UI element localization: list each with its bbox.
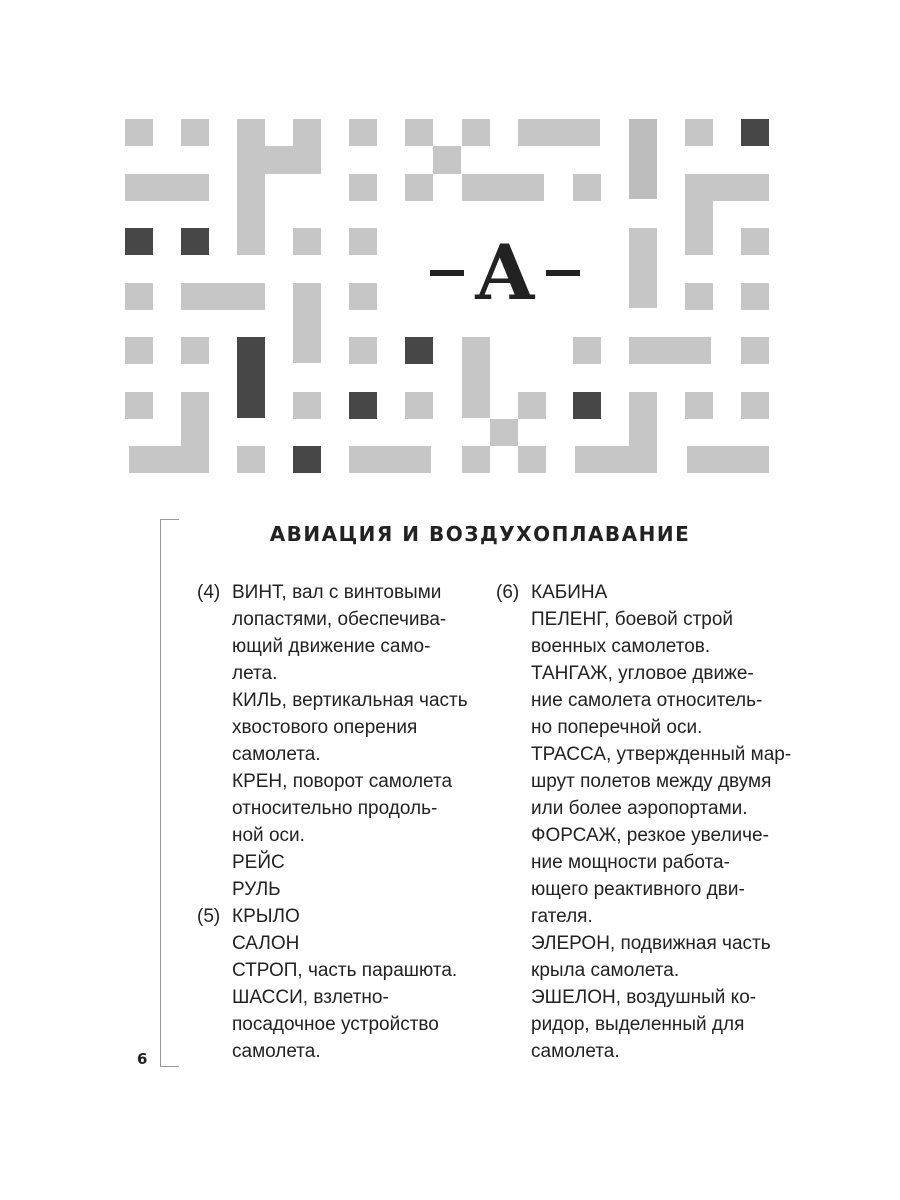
word-entry <box>531 822 791 930</box>
word-entry-line: САЛОН <box>232 933 300 954</box>
word-entry-line: ВИНТ, вал с винтовыми <box>232 582 442 603</box>
word-entry <box>232 903 487 930</box>
word-entry-line: ющий движение само- <box>232 636 431 657</box>
word-entry <box>232 984 487 1065</box>
section-letter: А <box>474 228 536 317</box>
word-entry-line: КРЕН, поворот самолета <box>232 771 453 792</box>
page-number: 6 <box>137 1050 148 1068</box>
word-entry-line: самолета. <box>232 744 321 765</box>
letter-count-group <box>496 579 792 1065</box>
word-entry <box>232 768 487 849</box>
word-entry-line: ной оси. <box>232 825 305 846</box>
word-entry-line: крыла самолета. <box>531 960 680 981</box>
word-list-left-column <box>197 579 487 1065</box>
word-entry <box>531 606 791 660</box>
word-entry-line: СТРОП, часть парашюта. <box>232 960 458 981</box>
word-entry-line: ТРАССА, утвержденный мар- <box>531 744 792 765</box>
word-entry-line: гателя. <box>531 906 593 927</box>
word-entry <box>531 660 791 741</box>
dash-right <box>546 270 580 276</box>
word-entry <box>531 579 791 606</box>
word-entry-line: КРЫЛО <box>232 906 300 927</box>
section-letter-heading <box>420 228 590 318</box>
word-entry-line: но поперечной оси. <box>531 717 703 738</box>
word-entry-line: ЭЛЕРОН, подвижная часть <box>531 933 771 954</box>
word-entry-line: ридор, выделенный для <box>531 1014 745 1035</box>
word-entry-line: ПЕЛЕНГ, боевой строй <box>531 609 734 630</box>
word-entry-line: ющего реактивного дви- <box>531 879 745 900</box>
word-entry-line: самолета. <box>531 1041 620 1062</box>
word-entry-line: или более аэропортами. <box>531 798 748 819</box>
word-entry <box>531 930 791 984</box>
word-entry <box>232 957 487 984</box>
word-entry-line: КИЛЬ, вертикальная часть <box>232 690 468 711</box>
word-entry <box>232 579 487 687</box>
word-entry-line: РЕЙС <box>232 852 285 873</box>
word-entry <box>232 930 487 957</box>
word-entry-line: ЭШЕЛОН, воздушный ко- <box>531 987 757 1008</box>
word-entry-line: лета. <box>232 663 278 684</box>
word-entry-line: относительно продоль- <box>232 798 438 819</box>
word-entry-line: ние мощности работа- <box>531 852 730 873</box>
letter-count-label: (5) <box>197 906 221 927</box>
entry-list <box>531 579 791 1065</box>
entry-list <box>232 903 487 1065</box>
word-entry-line: РУЛЬ <box>232 879 281 900</box>
letter-count-group <box>197 903 487 1065</box>
word-entry-line: ФОРСАЖ, резкое увеличе- <box>531 825 769 846</box>
letter-count-label: (4) <box>197 582 221 603</box>
word-entry-line: ние самолета относитель- <box>531 690 763 711</box>
word-entry-line: ШАССИ, взлетно- <box>232 987 389 1008</box>
letter-count-group <box>197 579 487 903</box>
word-entry-line: КАБИНА <box>531 582 608 603</box>
word-entry <box>232 876 487 903</box>
word-entry-line: самолета. <box>232 1041 321 1062</box>
page-bracket-line <box>160 519 179 1067</box>
word-entry-line: ТАНГАЖ, угловое движе- <box>531 663 754 684</box>
word-entry <box>531 984 791 1065</box>
word-entry-line: лопастями, обеспечива- <box>232 609 447 630</box>
word-entry <box>232 687 487 768</box>
letter-count-label: (6) <box>496 582 520 603</box>
word-list-right-column <box>496 579 792 1065</box>
word-entry <box>531 741 791 822</box>
word-entry-line: военных самолетов. <box>531 636 711 657</box>
word-entry-line: посадочное устройство <box>232 1014 439 1035</box>
dash-left <box>430 270 464 276</box>
word-entry-line: хвостового оперения <box>232 717 418 738</box>
entry-list <box>232 579 487 903</box>
word-entry-line: шрут полетов между двумя <box>531 771 772 792</box>
word-entry <box>232 849 487 876</box>
section-title: АВИАЦИЯ И ВОЗДУХОПЛАВАНИЕ <box>269 522 691 546</box>
